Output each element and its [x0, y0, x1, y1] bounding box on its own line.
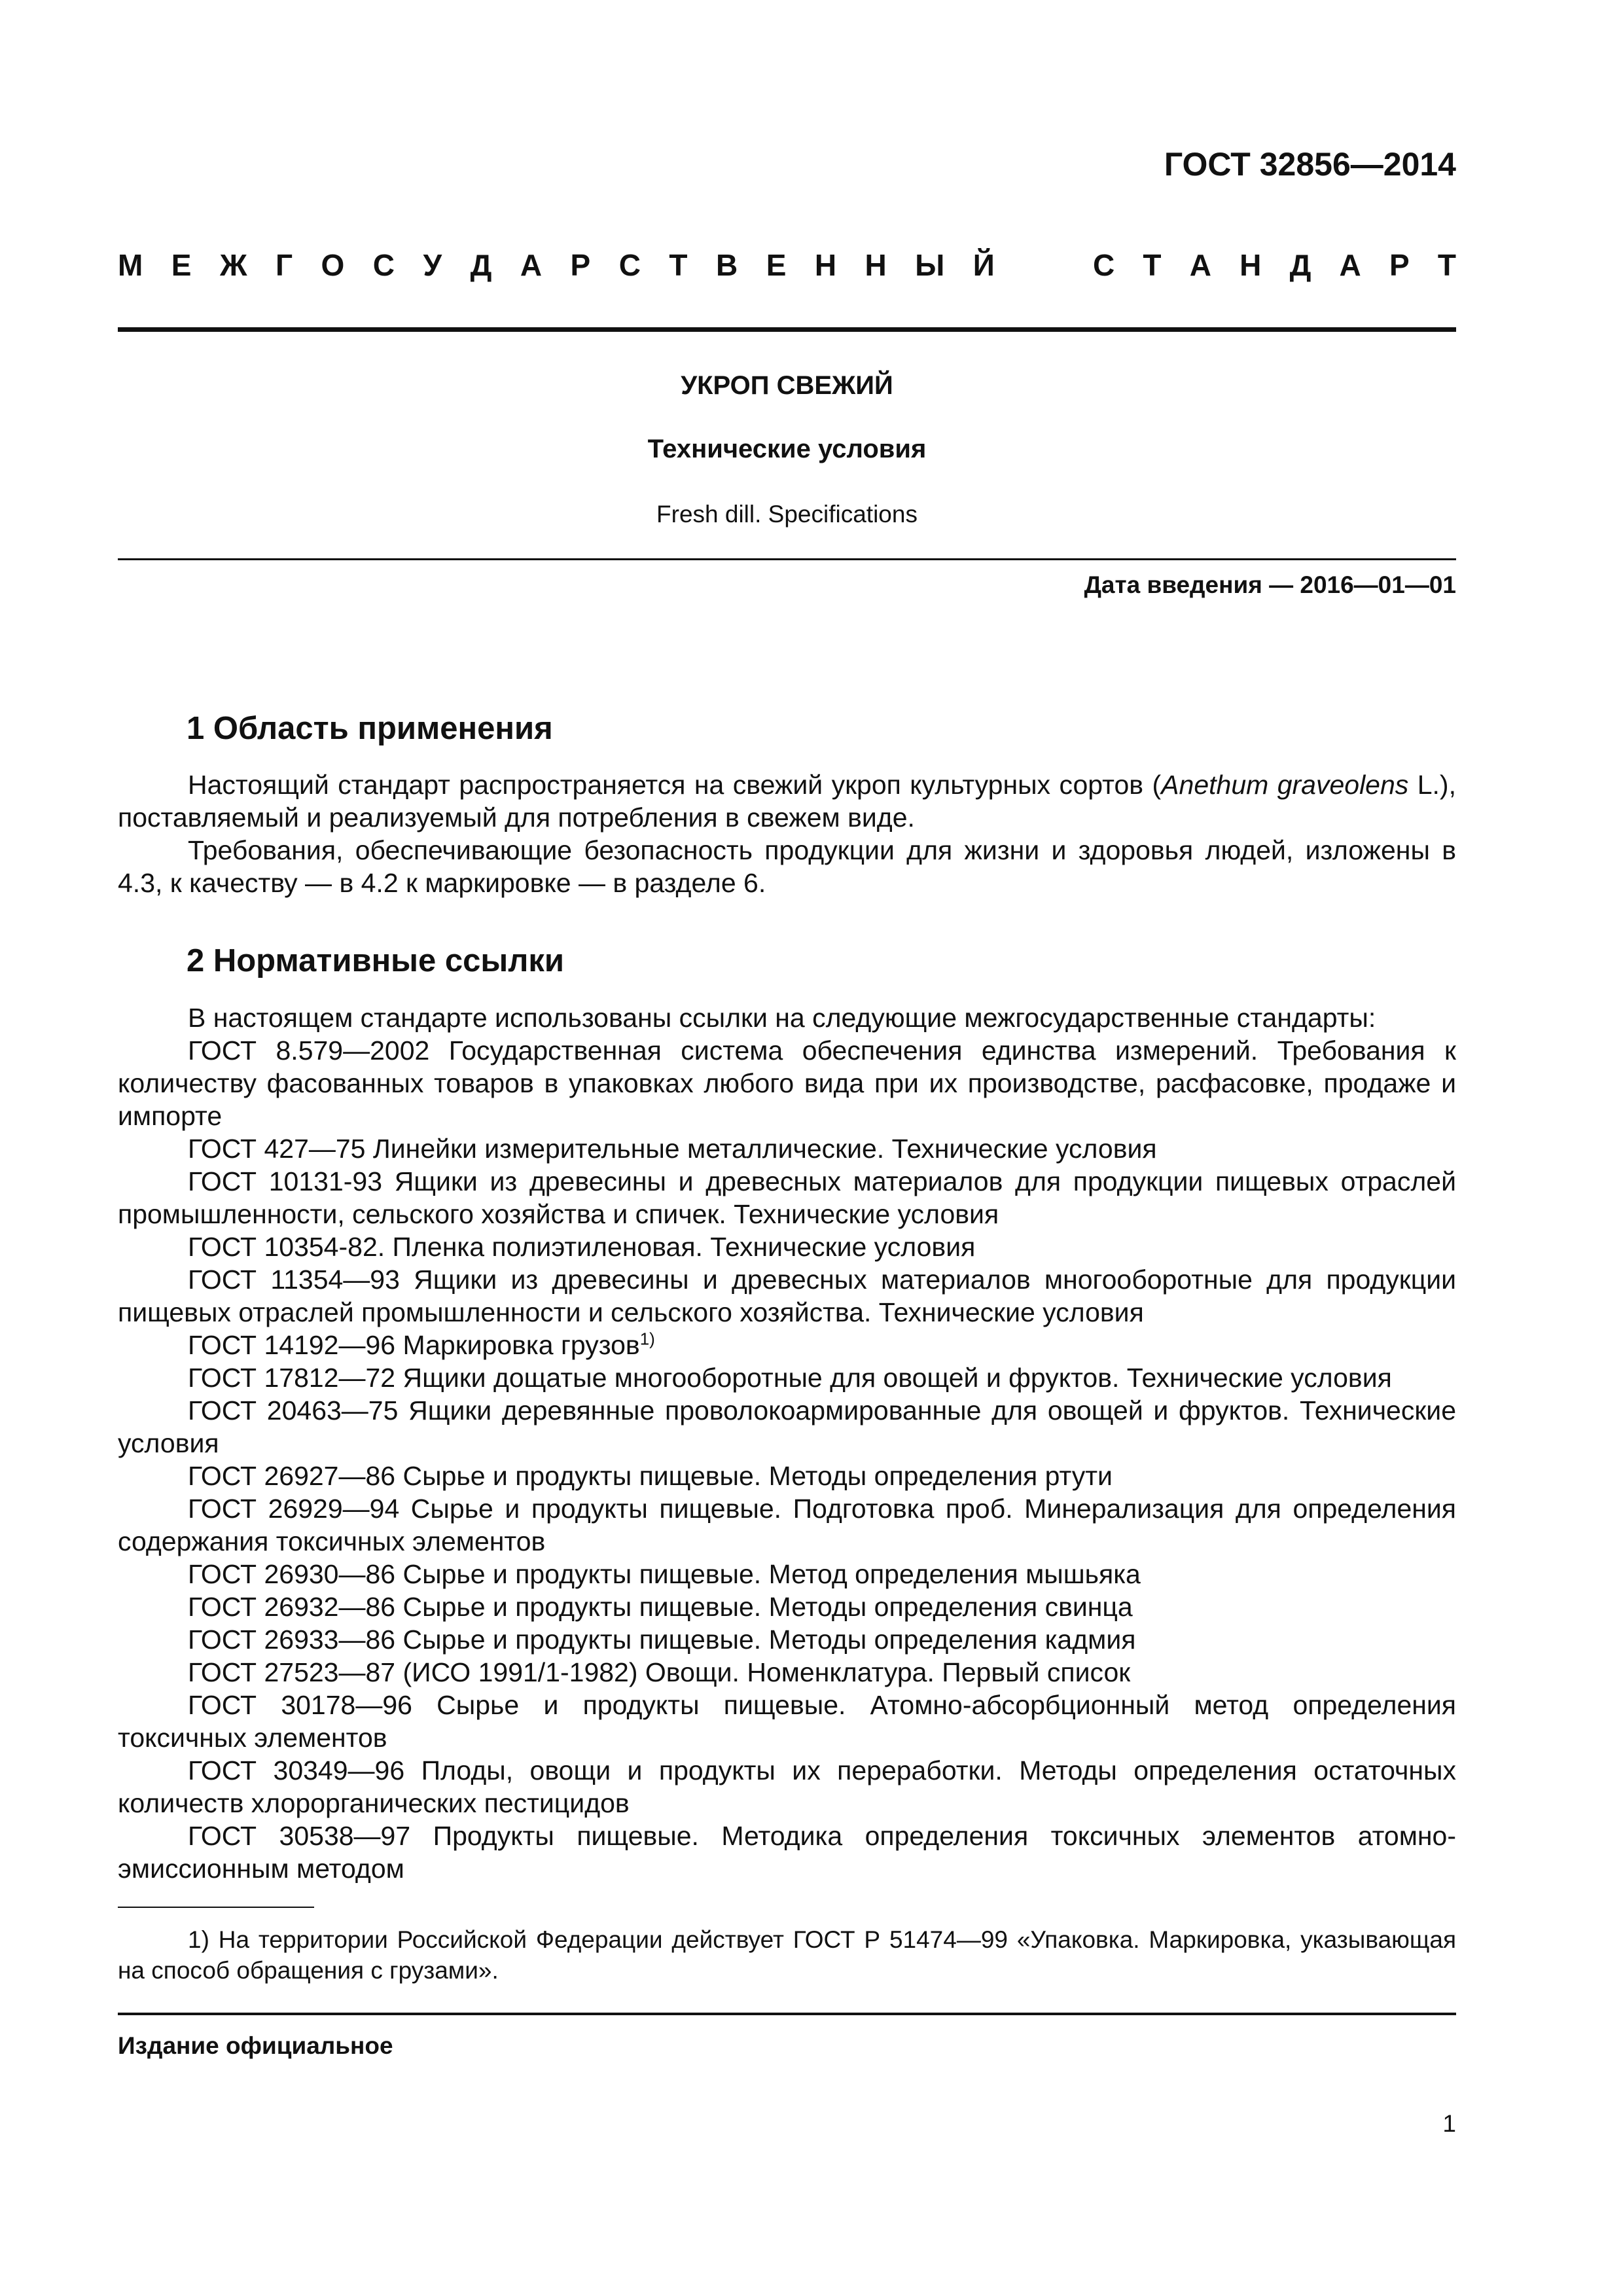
doc-number: ГОСТ 32856—2014 [1164, 146, 1456, 183]
banner-letter: Н [814, 248, 837, 282]
banner-letter: Р [570, 248, 591, 282]
footnote-separator [118, 1907, 314, 1908]
banner-letter: Ж [219, 248, 247, 282]
banner-word-interstate [118, 247, 995, 283]
footnote [118, 1924, 1456, 1986]
introduction-date: Дата введения — 2016—01—01 [1084, 571, 1456, 598]
reference-item: ГОСТ 8.579—2002 Государственная система обеспечения единства измерений. Требования к количеству фасованных товаров в упаковках любого вида при их производстве, расфасовке, продаже и импорте [118, 1035, 1456, 1131]
page-number: 1 [1442, 2110, 1456, 2137]
reference-item: ГОСТ 11354—93 Ящики из древесины и древесных материалов многооборотные для продукции пищевых отраслей промышленности и сельского хозяйства. Технические условия [118, 1265, 1456, 1327]
reference-item: ГОСТ 26929—94 Сырье и продукты пищевые. Подготовка проб. Минерализация для определения содержания токсичных элементов [118, 1494, 1456, 1556]
banner-letter: Т [669, 248, 688, 282]
banner-letter: С [1093, 248, 1115, 282]
section-references-body [118, 1001, 1456, 1885]
footnote-text: 1) На территории Российской Федерации действует ГОСТ Р 51474—99 «Упаковка. Маркировка, указывающая на способ обращения с грузами». [118, 1926, 1456, 1984]
reference-item: ГОСТ 27523—87 (ИСО 1991/1-1982) Овощи. Номенклатура. Первый список [188, 1657, 1131, 1687]
reference-item: ГОСТ 14192—96 Маркировка грузов$^{1)}$ [188, 1329, 655, 1360]
banner-letter: А [1339, 248, 1361, 282]
scope-paragraph-2: Требования, обеспечивающие безопасность продукции для жизни и здоровья людей, изложены в 4.3, к качеству — в 4.2 к маркировке — в разделе 6. [118, 835, 1456, 898]
banner-letter: Н [1240, 248, 1262, 282]
reference-item: ГОСТ 26930—86 Сырье и продукты пищевые. Метод определения мышьяка [188, 1559, 1141, 1589]
banner-letter: Т [1437, 248, 1456, 282]
section-heading-scope: 1 Область применения [187, 711, 553, 746]
reference-item: ГОСТ 26927—86 Сырье и продукты пищевые. Методы определения ртути [188, 1461, 1113, 1491]
reference-item: ГОСТ 26932—86 Сырье и продукты пищевые. Методы определения свинца [188, 1592, 1133, 1622]
banner-letter: Д [1289, 248, 1311, 282]
banner-letter: Ы [915, 248, 945, 282]
banner-letter: Г [276, 248, 293, 282]
banner-letter: Р [1389, 248, 1410, 282]
reference-item: ГОСТ 427—75 Линейки измерительные металлические. Технические условия [188, 1134, 1157, 1164]
banner-letter: Е [171, 248, 192, 282]
banner-letter: М [118, 248, 143, 282]
reference-item: ГОСТ 26933—86 Сырье и продукты пищевые. Методы определения кадмия [188, 1624, 1136, 1655]
doc-subtitle: Технические условия [647, 435, 927, 463]
doc-title: УКРОП СВЕЖИЙ [681, 371, 893, 400]
reference-item: ГОСТ 17812—72 Ящики дощатые многооборотные для овощей и фруктов. Технические условия [188, 1363, 1392, 1393]
reference-item: ГОСТ 30349—96 Плоды, овощи и продукты их переработки. Методы определения остаточных количеств хлорорганических пестицидов [118, 1755, 1456, 1818]
edition-label: Издание официальное [118, 2032, 393, 2059]
section-heading-references: 2 Нормативные ссылки [187, 943, 564, 978]
references-list [118, 1034, 1456, 1885]
reference-item: ГОСТ 30178—96 Сырье и продукты пищевые. Атомно-абсорбционный метод определения токсичных элементов [118, 1690, 1456, 1753]
banner-letter: У [423, 248, 442, 282]
reference-item: ГОСТ 10131-93 Ящики из древесины и древесных материалов для продукции пищевых отраслей промышленности, сельского хозяйства и спичек. Технические условия [118, 1166, 1456, 1229]
header-rule [118, 327, 1456, 332]
footer-rule [118, 2013, 1456, 2015]
banner-letter: С [372, 248, 395, 282]
banner-letter: А [520, 248, 543, 282]
references-intro: В настоящем стандарте использованы ссылки на следующие межгосударственные стандарты: [188, 1003, 1376, 1033]
title-rule [118, 558, 1456, 560]
reference-item: ГОСТ 30538—97 Продукты пищевые. Методика определения токсичных элементов атомно-эмиссионным методом [118, 1821, 1456, 1884]
banner-word-standard [1093, 247, 1456, 283]
reference-item: ГОСТ 10354-82. Пленка полиэтиленовая. Технические условия [188, 1232, 976, 1262]
banner-letter: Й [972, 248, 995, 282]
banner-letter: О [321, 248, 345, 282]
banner-letter: С [618, 248, 641, 282]
doc-title-english: Fresh dill. Specifications [656, 501, 918, 528]
banner-letter: Н [865, 248, 887, 282]
reference-item: ГОСТ 20463—75 Ящики деревянные проволокоармированные для овощей и фруктов. Технические условия [118, 1395, 1456, 1458]
latin-name: Anethum graveolens [1161, 770, 1409, 800]
banner-letter: Т [1143, 248, 1162, 282]
section-scope-body [118, 768, 1456, 899]
interstate-standard-banner [118, 247, 1456, 283]
banner-letter: Е [766, 248, 787, 282]
scope-paragraph-1: Настоящий стандарт распространяется на свежий укроп культурных сортов (Anethum graveolens L.), поставляемый и реализуемый для потребления в свежем виде. [118, 770, 1456, 833]
banner-letter: В [715, 248, 738, 282]
banner-letter: А [1189, 248, 1211, 282]
banner-letter: Д [470, 248, 492, 282]
footnote-marker: 1) [639, 1329, 655, 1349]
